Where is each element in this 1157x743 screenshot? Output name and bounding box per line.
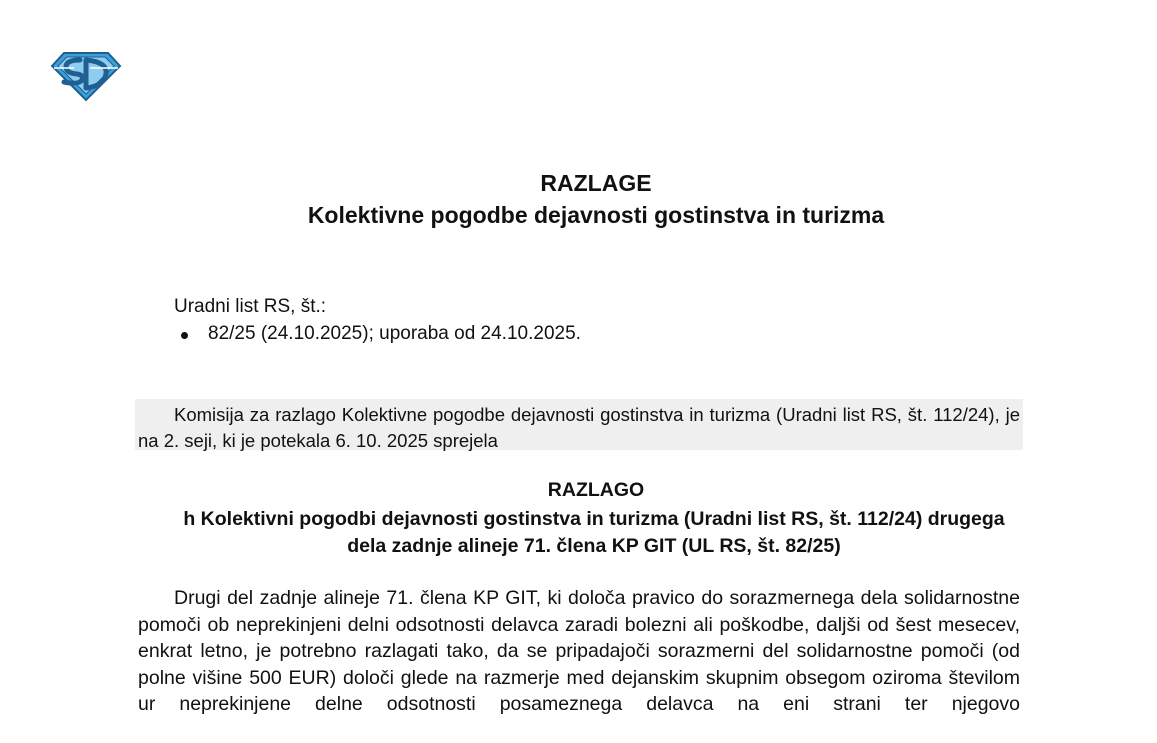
decision-subtitle: h Kolektivni pogodbi dejavnosti gostinstva in turizma (Uradni list RS, št. 112/24) drugega dela zadnje alineje 71. člena KP GIT (UL RS, št. 82/25) [183,508,1005,557]
list-item [174,323,581,345]
gazette-entry: 82/25 (24.10.2025); uporaba od 24.10.2025. [208,323,581,344]
gazette-label: Uradni list RS, št.: [174,296,327,317]
document-subtitle: Kolektivne pogodbe dejavnosti gostinstva in turizma [307,202,885,228]
bullet-icon [181,332,188,339]
gazette-list [174,323,581,345]
body-paragraph: Drugi del zadnje alineje 71. člena KP GIT, ki določa pravico do sorazmernega dela solidarnostne pomoči ob neprekinjeni delni odsotnosti delavca zaradi bolezni ali poškodbe, daljši od šest mesecev, enkrat letno, je potrebno razlagati tako, da se pripadajoči sorazmerni del solidarnostne pomoči (od polne višine 500 EUR) določi glede na razmerje med dejanskim skupnim obsegom oziroma številom ur neprekinjene delne odsotnosti posameznega delavca na eni strani ter njegovo [138,587,1020,715]
decision-title: RAZLAGO [547,479,645,501]
document-title: RAZLAGE [540,170,652,196]
intro-paragraph: Komisija za razlago Kolektivne pogodbe dejavnosti gostinstva in turizma (Uradni list RS, št. 112/24), je na 2. seji, ki je potekala 6. 10. 2025 sprejela [138,404,1020,451]
sd-union-shield-logo-icon [50,50,122,102]
